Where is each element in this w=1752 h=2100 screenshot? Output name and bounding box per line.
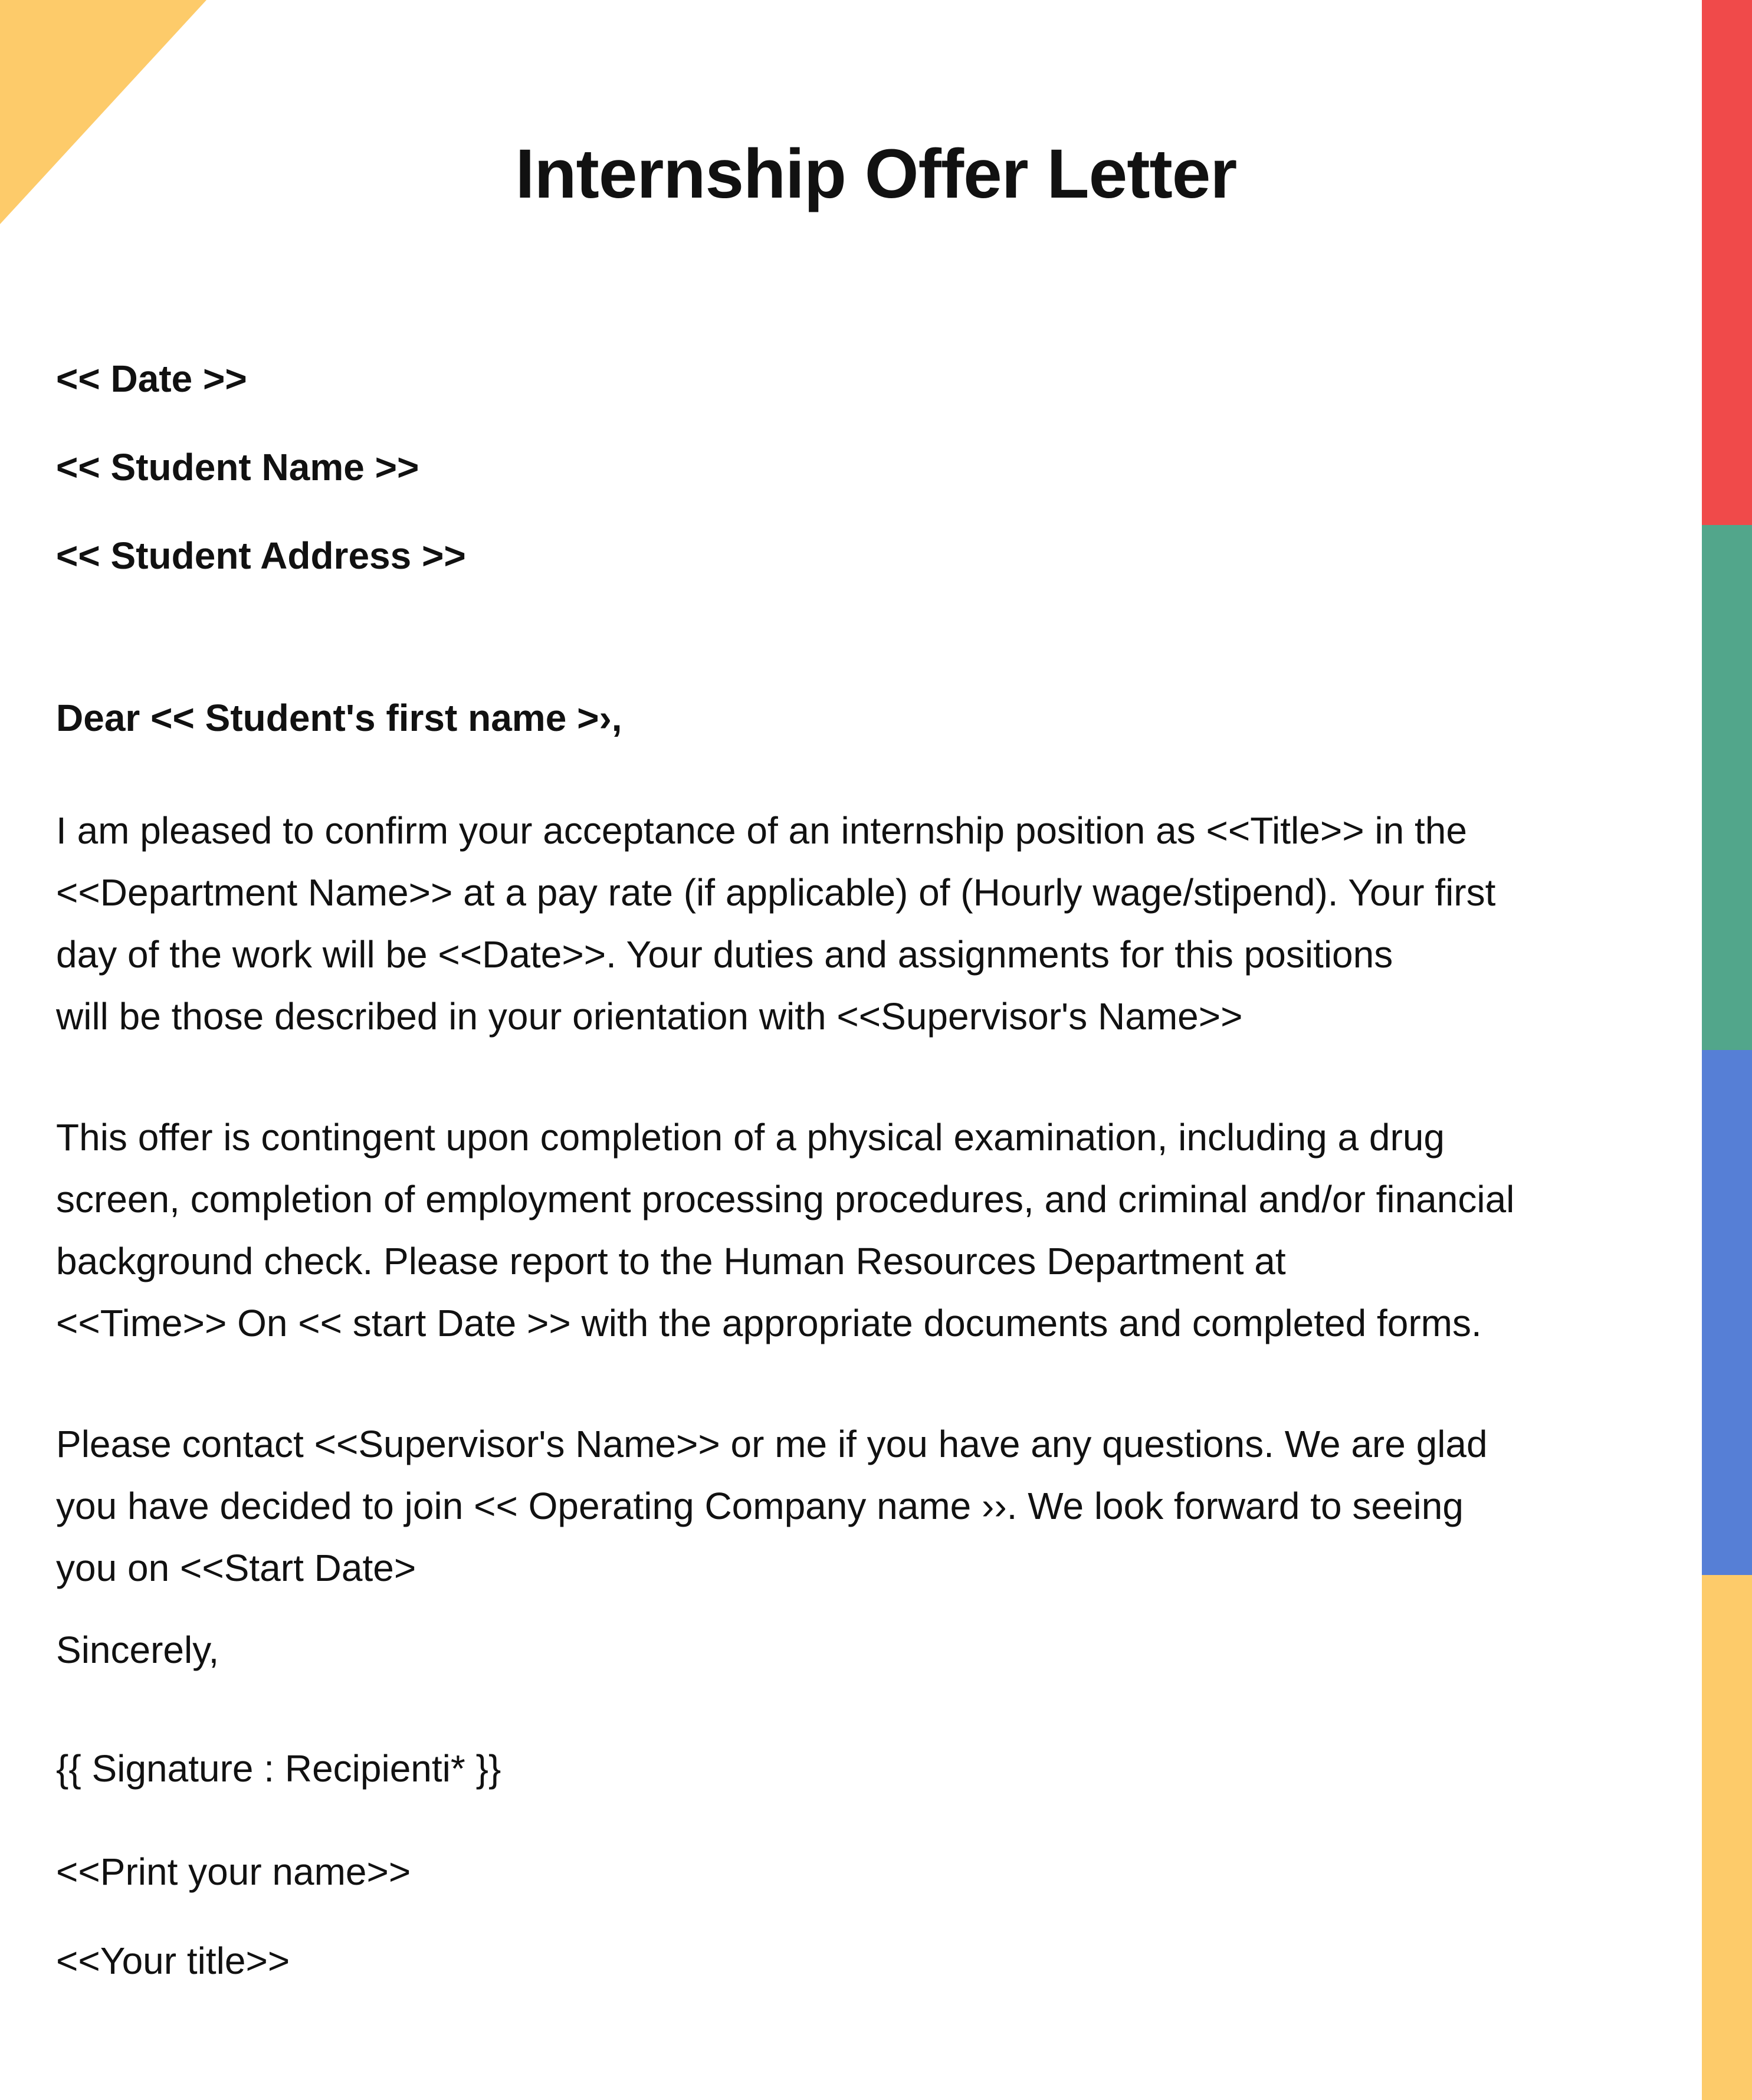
paragraph-line: day of the work will be <<Date>>. Your duties and assignments for this positions [56,933,1393,976]
paragraph-line: This offer is contingent upon completion of a physical examination, including a drug [56,1116,1445,1159]
closing-sincerely: Sincerely, [56,1629,219,1671]
paragraph-line: you on <<Start Date> [56,1547,416,1589]
paragraph-line: will be those described in your orientation with <<Supervisor's Name>> [56,995,1243,1038]
date-placeholder: << Date >> [56,357,247,400]
paragraph-offer-details [56,800,1684,1048]
paragraph-line: Please contact <<Supervisor's Name>> or me if you have any questions. We are glad [56,1423,1488,1465]
paragraph-line: <<Time>> On << start Date >> with the appropriate documents and completed forms. [56,1302,1482,1344]
your-title-placeholder: <<Your title>> [56,1940,290,1982]
paragraph-line: you have decided to join << Operating Company name ››. We look forward to seeing [56,1485,1464,1527]
paragraph-contact [56,1413,1684,1599]
paragraph-line: screen, completion of employment processing procedures, and criminal and/or financial [56,1178,1515,1220]
greeting: Dear << Student's first name >›, [56,697,622,739]
student-address-placeholder: << Student Address >> [56,534,466,577]
student-name-placeholder: << Student Name >> [56,446,419,488]
paragraph-line: background check. Please report to the Human Resources Department at [56,1240,1286,1282]
side-stripe-yellow [1702,1575,1752,2100]
print-name-placeholder: <<Print your name>> [56,1850,411,1893]
side-stripe-blue [1702,1050,1752,1575]
signature-placeholder: {{ Signature : Recipienti* }} [56,1747,501,1790]
document-title: Internship Offer Letter [515,135,1237,213]
paragraph-conditions [56,1107,1684,1354]
side-stripe-red [1702,0,1752,525]
paragraph-line: <<Department Name>> at a pay rate (if applicable) of (Hourly wage/stipend). Your first [56,871,1496,914]
side-stripe-green [1702,525,1752,1050]
paragraph-line: I am pleased to confirm your acceptance of an internship position as <<Title>> in the [56,809,1467,852]
